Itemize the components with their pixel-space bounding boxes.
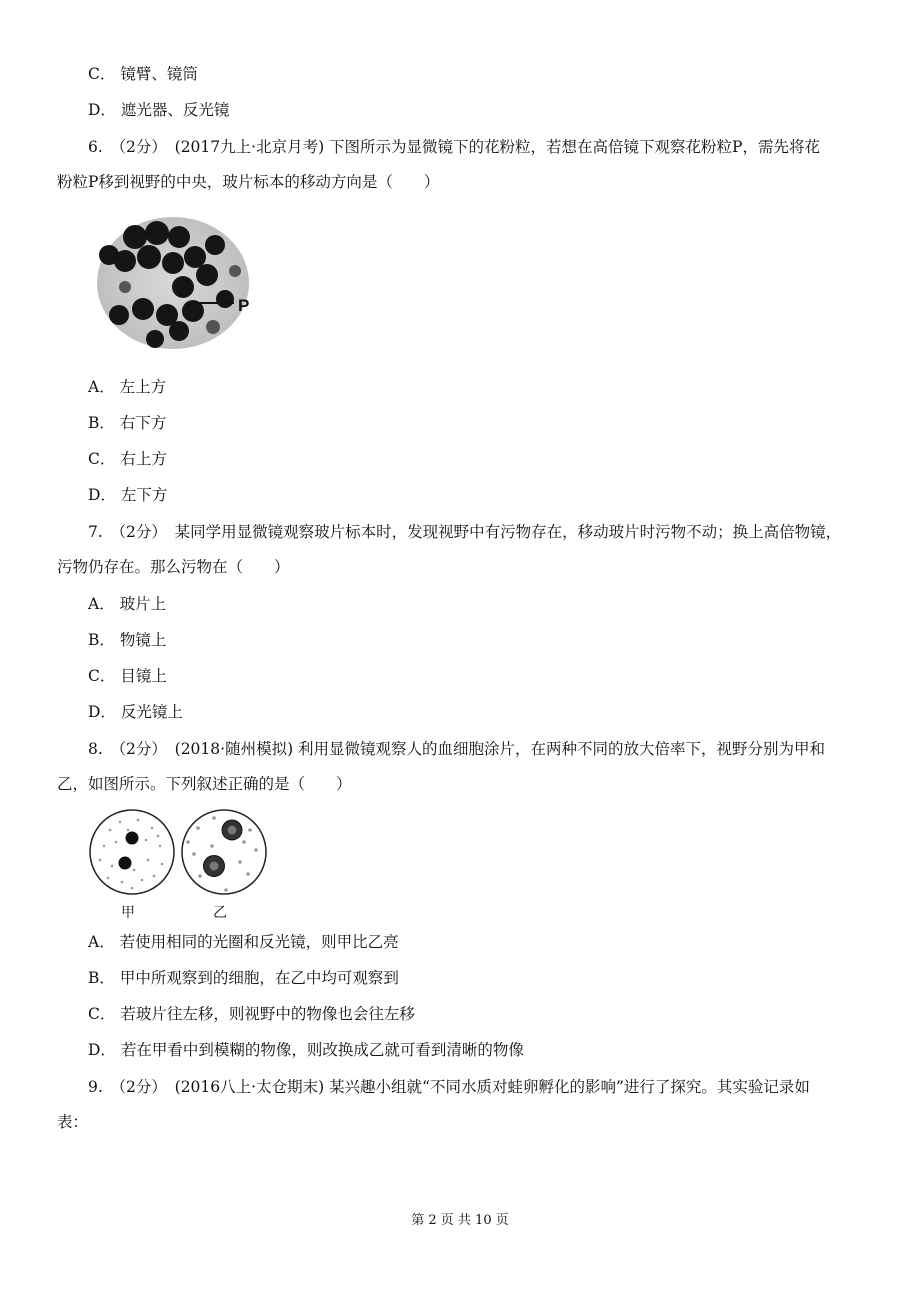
q8-option-b: B． 甲中所观察到的细胞，在乙中均可观察到 xyxy=(88,969,399,987)
q7-option-c: C． 目镜上 xyxy=(88,667,167,685)
pollen-figure xyxy=(95,215,265,355)
q5-option-c: C． 镜臂、镜筒 xyxy=(88,65,198,83)
q6-option-a: A． 左上方 xyxy=(88,378,167,396)
q6-option-d: D． 左下方 xyxy=(88,486,168,504)
page-footer: 第 2 页 共 10 页 xyxy=(411,1213,509,1228)
q7-stem-line1: 7. （2分） 某同学用显微镜观察玻片标本时，发现视野中有污物存在，移动玻片时污物不动；换上高倍物镜， xyxy=(88,523,842,541)
q7-option-d: D． 反光镜上 xyxy=(88,703,183,721)
q8-option-a: A． 若使用相同的光圈和反光镜，则甲比乙亮 xyxy=(88,933,399,951)
q8-stem-line2: 乙，如图所示。下列叙述正确的是（ ） xyxy=(57,775,352,793)
q6-stem-line1: 6. （2分） (2017九上·北京月考) 下图所示为显微镜下的花粉粒，若想在高倍镜下观察花粉粒P，需先将花 xyxy=(88,138,820,156)
q7-option-b: B． 物镜上 xyxy=(88,631,167,649)
field-jia xyxy=(90,810,174,894)
jia-cell-1 xyxy=(126,832,139,845)
pollen-p-label: P xyxy=(238,296,250,315)
q7-option-a: A． 玻片上 xyxy=(88,595,167,613)
q7-stem-line2: 污物仍存在。那么污物在（ ） xyxy=(57,558,290,576)
label-yi: 乙 xyxy=(213,905,227,921)
label-jia: 甲 xyxy=(121,905,135,921)
q6-stem-line2: 粉粒P移到视野的中央，玻片标本的移动方向是（ ） xyxy=(57,173,440,191)
q8-option-c: C． 若玻片往左移，则视野中的物像也会往左移 xyxy=(88,1005,415,1023)
jia-cell-2 xyxy=(119,857,132,870)
q6-option-c: C． 右上方 xyxy=(88,450,167,468)
q6-option-b: B． 右下方 xyxy=(88,414,167,432)
q8-option-d: D． 若在甲看中到模糊的物像，则改换成乙就可看到清晰的物像 xyxy=(88,1041,524,1059)
field-yi xyxy=(182,810,266,894)
q5-option-d: D． 遮光器、反光镜 xyxy=(88,101,230,119)
blood-cell-figure xyxy=(88,806,273,921)
q9-stem-line1: 9. （2分） (2016八上·太仓期末) 某兴趣小组就“不同水质对蛙卵孵化的影响”进行了探究。其实验记录如 xyxy=(88,1078,810,1096)
q8-stem-line1: 8. （2分） (2018·随州模拟) 利用显微镜观察人的血细胞涂片，在两种不同的放大倍率下，视野分别为甲和 xyxy=(88,740,826,758)
q9-stem-line2: 表： xyxy=(57,1113,89,1131)
